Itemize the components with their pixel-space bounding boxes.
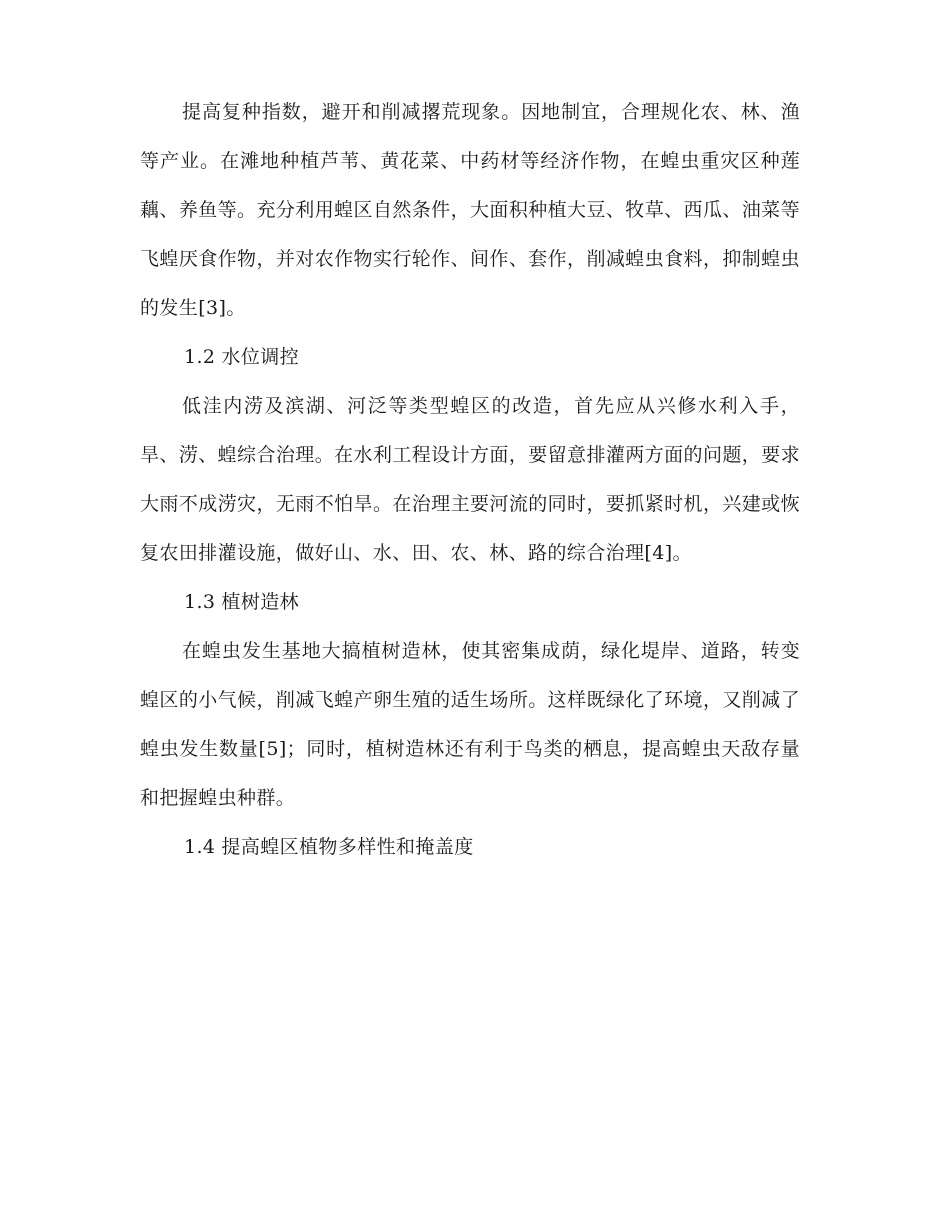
section-number: 1.3 <box>184 591 216 613</box>
section-heading-1-2 <box>140 333 800 382</box>
section-title: 提高蝗区植物多样性和掩盖度 <box>221 836 474 858</box>
section-heading-1-3 <box>140 578 800 627</box>
paragraph-crop-rotation: 提高复种指数，避开和削减撂荒现象。因地制宜，合理规化农、林、渔等产业。在滩地种植芦苇、黄花菜、中药材等经济作物，在蝗虫重灾区种莲藕、养鱼等。充分利用蝗区自然条件，大面积种植大豆、牧草、西瓜、油菜等飞蝗厌食作物，并对农作物实行轮作、间作、套作，削减蝗虫食料，抑制蝗虫的发生[3]。 <box>140 101 800 319</box>
section-title: 植树造林 <box>221 591 300 613</box>
section-heading-1-4 <box>140 823 800 872</box>
section-number: 1.2 <box>184 346 216 368</box>
paragraph-water-control: 低洼内涝及滨湖、河泛等类型蝗区的改造，首先应从兴修水利入手，旱、涝、蝗综合治理。在水利工程设计方面，要留意排灌两方面的问题，要求大雨不成涝灾，无雨不怕旱。在治理主要河流的同时，要抓紧时机，兴建或恢复农田排灌设施，做好山、水、田、农、林、路的综合治理[4]。 <box>140 395 800 564</box>
section-number: 1.4 <box>184 836 216 858</box>
section-title: 水位调控 <box>221 346 300 368</box>
document-body <box>140 88 800 872</box>
paragraph-afforestation: 在蝗虫发生基地大搞植树造林，使其密集成荫，绿化堤岸、道路，转变蝗区的小气候，削减飞蝗产卵生殖的适生场所。这样既绿化了环境，又削减了蝗虫发生数量[5]；同时，植树造林还有利于鸟类的栖息，提高蝗虫天敌存量和把握蝗虫种群。 <box>140 640 800 809</box>
